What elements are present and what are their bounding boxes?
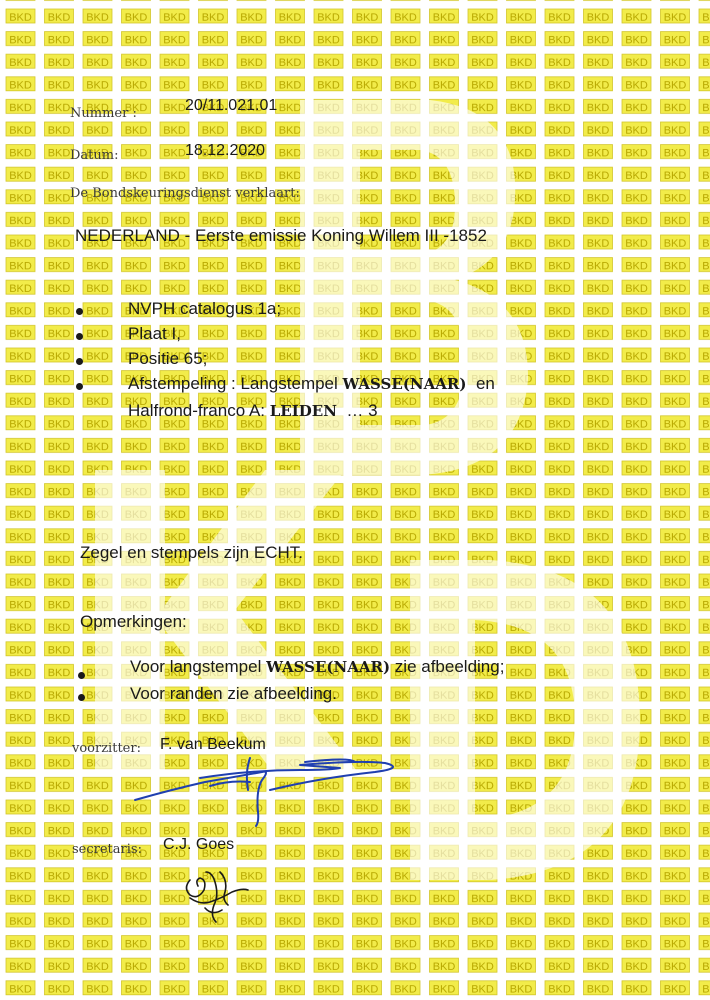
bullet-icon (78, 694, 85, 701)
remarks-title: Opmerkingen: (80, 612, 187, 631)
detail-positie: Positie 65; (128, 349, 208, 368)
detail-plaat: Plaat I, (128, 324, 181, 343)
bullet-icon (76, 333, 83, 340)
detail-catalogus: NVPH catalogus 1a; (128, 299, 282, 318)
voorzitter-name: F. van Beekum (160, 736, 266, 753)
nummer-value: 20/11.021.01 (185, 97, 278, 114)
nummer-label: Nummer : (70, 106, 137, 121)
detail-franco (128, 401, 378, 421)
bullet-icon (78, 672, 85, 679)
voorzitter-label: voorzitter: (72, 741, 141, 756)
remark1-suffix: zie afbeelding; (394, 657, 505, 676)
remark-langstempel (130, 657, 504, 677)
franco-prefix: Halfrond-franco A: (128, 401, 266, 420)
bullet-icon (76, 383, 83, 390)
afstempeling-suffix: en (475, 374, 495, 393)
remark1-prefix: Voor langstempel (130, 657, 262, 676)
verdict-line: Zegel en stempels zijn ECHT. (80, 543, 303, 562)
afstempeling-prefix: Afstempeling : Langstempel (128, 374, 338, 393)
subject-line: NEDERLAND - Eerste emissie Koning Willem III -1852 (75, 226, 487, 245)
franco-suffix: … 3 (346, 401, 378, 420)
datum-value: 18.12.2020 (185, 142, 266, 159)
verklaart-label: De Bondskeuringsdienst verklaart: (70, 186, 300, 201)
datum-label: Datum: (70, 148, 119, 163)
bullet-icon (76, 358, 83, 365)
detail-afstempeling (128, 374, 495, 394)
secretaris-name: C.J. Goes (163, 836, 235, 853)
remark1-stamp: WASSE(NAAR) (266, 658, 391, 676)
secretaris-label: secretaris: (72, 842, 142, 857)
franco-stamp: LEIDEN (269, 402, 337, 420)
afstempeling-stamp: WASSE(NAAR) (342, 375, 467, 393)
bullet-icon (76, 308, 83, 315)
remark-randen: Voor randen zie afbeelding. (130, 684, 337, 703)
